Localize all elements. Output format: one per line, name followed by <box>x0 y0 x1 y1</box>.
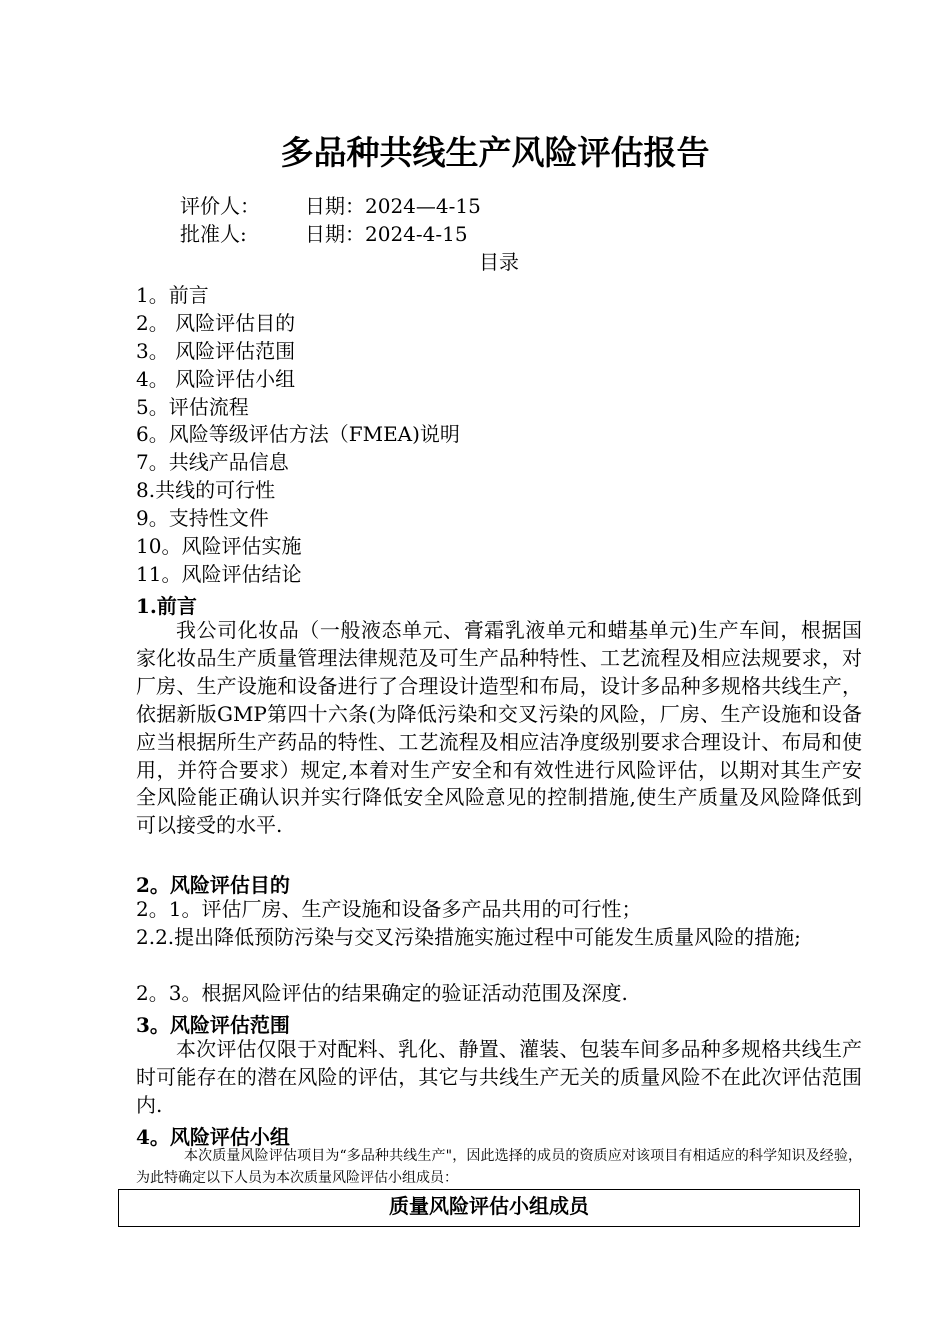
approver-label: 批准人: <box>180 222 247 246</box>
section-heading-team: 4。风险评估小组 <box>136 1125 290 1149</box>
toc-item: 9。支持性文件 <box>136 506 269 531</box>
toc-item: 2。 风险评估目的 <box>136 310 296 335</box>
toc-item: 3。 风险评估范围 <box>136 338 296 363</box>
document-title: 多品种共线生产风险评估报告 <box>280 133 710 172</box>
toc-heading: 目录 <box>479 250 519 274</box>
purpose-item: 2。3。根据风险评估的结果确定的验证活动范围及深度. <box>136 981 628 1005</box>
toc-item: 7。共线产品信息 <box>136 450 289 475</box>
evaluator-date: 日期：2024—4-15 <box>305 194 481 218</box>
toc-item: 4。 风险评估小组 <box>136 366 296 391</box>
evaluator-label: 评价人： <box>180 194 260 218</box>
section-heading-scope: 3。风险评估范围 <box>136 1013 290 1037</box>
toc-item: 1。前言 <box>136 283 209 307</box>
toc-item: 10。风险评估实施 <box>136 534 302 559</box>
section-heading-purpose: 2。风险评估目的 <box>136 873 290 897</box>
purpose-item: 2。1。评估厂房、生产设施和设备多产品共用的可行性； <box>136 897 642 921</box>
purpose-item: 2.2.提出降低预防污染与交叉污染措施实施过程中可能发生质量风险的措施; <box>136 925 801 949</box>
preface-paragraph: 我公司化妆品（一般液态单元、膏霜乳液单元和蜡基单元)生产车间，根据国家化妆品生产质量管理法律规范及可生产品种特性、工艺流程及相应法规要求，对厂房、生产设施和设备进行了合理设计造型和布局，设计多品种多规格共线生产，依据新版GMP第四十六条(为降低污染和交叉污染的风险，厂房、生产设施和设备应当根据所生产药品的特性、工艺流程及相应洁净度级别要求合理设计、布局和使用，并符合要求）规定,本着对生产安全和有效性进行风险评估，以期对其生产安全风险能正确认识并实行降低安全风险意见的控制措施,使生产质量及风险降低到可以接受的水平. <box>136 618 862 838</box>
approver-row <box>180 218 468 247</box>
toc-item: 11。风险评估结论 <box>136 561 302 586</box>
team-members-table-header: 质量风险评估小组成员 <box>118 1189 860 1227</box>
evaluator-row <box>180 190 481 219</box>
table-of-contents <box>136 282 460 589</box>
approver-date: 日期：2024-4-15 <box>305 222 468 246</box>
toc-item: 6。风险等级评估方法（FMEA)说明 <box>136 422 460 447</box>
section-heading-preface: 1.前言 <box>136 594 197 618</box>
toc-item: 8.共线的可行性 <box>136 478 276 503</box>
team-paragraph: 本次质量风险评估项目为“多品种共线生产"，因此选择的成员的资质应对该项目有相适应的科学知识及经验，为此特确定以下人员为本次质量风险评估小组成员： <box>136 1148 862 1186</box>
scope-paragraph: 本次评估仅限于对配料、乳化、静置、灌装、包装车间多品种多规格共线生产时可能存在的潜在风险的评估，其它与共线生产无关的质量风险不在此次评估范围内. <box>136 1037 862 1117</box>
toc-item: 5。评估流程 <box>136 394 249 419</box>
